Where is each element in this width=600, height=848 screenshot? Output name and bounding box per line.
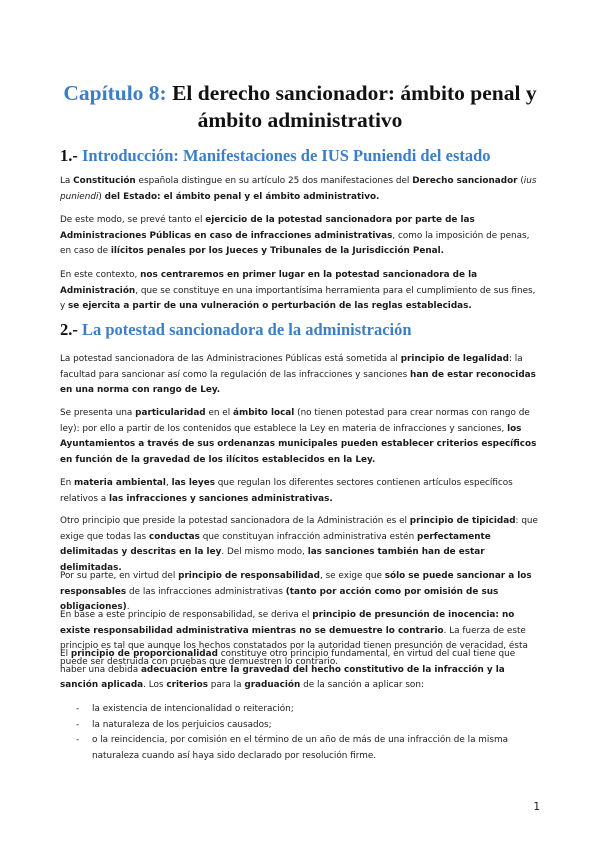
page-number: 1 <box>533 801 540 813</box>
paragraph: La Constitución española distingue en su artículo 25 dos manifestaciones del Derecho sancionador (ius puniendi) del Estado: el ámbito penal y el ámbito administrativo. <box>60 176 537 202</box>
section-title: La potestad sancionadora de la administración <box>82 320 412 339</box>
section-number: 1.- <box>60 146 78 165</box>
paragraph: De este modo, se prevé tanto el ejercicio de la potestad sancionadora por parte de las Administraciones Públicas en caso de infracciones administrativas, como la imposición de penas, en caso de ilícitos penales por los Jueces y Tribunales de la Jurisdicción Penal. <box>60 215 530 256</box>
paragraph: Otro principio que preside la potestad sancionadora de la Administración es el principio de tipicidad: que exige que todas las conductas que constituyan infracción administrativa estén perfectamente delimitadas y descritas en la ley. Del mismo modo, las sanciones también han de estar delimitadas. <box>60 516 538 573</box>
section-heading-introduccion <box>60 146 491 166</box>
paragraph: El principio de proporcionalidad constituye otro principio fundamental, en virtud del cual tiene que haber una debida adecuación entre la gravedad del hecho constitutivo de la infracción y la sanción aplicada. Los criterios para la graduación de la sanción a aplicar son: <box>60 649 516 690</box>
chapter-title <box>40 80 560 134</box>
paragraph: Se presenta una particularidad en el ámbito local (no tienen potestad para crear normas con rango de ley): por ello a partir de los contenidos que establece la Ley en materia de infracciones y sanciones, los Ayuntamientos a través de sus ordenanzas municipales pueden establecer criterios específicos en función de la gravedad de los ilícitos establecidos en la Ley. <box>60 408 537 465</box>
paragraph: La potestad sancionadora de las Administraciones Públicas está sometida al principio de legalidad: la facultad para sancionar así como la regulación de las infracciones y sanciones han de estar reconocidas en una norma con rango de Ley. <box>60 354 536 395</box>
chapter-label: Capítulo 8: <box>63 81 167 105</box>
list-item: - o la reincidencia, por comisión en el término de un año de más de una infracción de la misma naturaleza cuando así haya sido declarado por resolución firme. <box>76 735 509 761</box>
paragraph: En materia ambiental, las leyes que regulan los diferentes sectores contienen artículos específicos relativos a las infracciones y sanciones administrativas. <box>60 478 513 504</box>
list-item: - la naturaleza de los perjuicios causados; <box>76 719 272 730</box>
criteria-list <box>60 702 540 764</box>
paragraph: En este contexto, nos centraremos en primer lugar en la potestad sancionadora de la Administración, que se constituye en una importantísima herramienta para el cumplimiento de sus fines, y se ejercita a partir de una vulneración o perturbación de las reglas establecidas. <box>60 270 536 311</box>
list-item: - la existencia de intencionalidad o reiteración; <box>76 704 294 714</box>
section-number: 2.- <box>60 320 78 339</box>
paragraph: Por su parte, en virtud del principio de responsabilidad, se exige que sólo se puede sancionar a los responsables de las infracciones administrativas (tanto por acción como por omisión de sus obligaciones). <box>60 571 532 612</box>
section-title: Introducción: Manifestaciones de IUS Puniendi del estado <box>82 146 491 165</box>
section-heading-potestad <box>60 320 412 340</box>
paragraph: En base a este principio de responsabilidad, se deriva el principio de presunción de inocencia: no existe responsabilidad administrativa mientras no se demuestre lo contrario. La fuerza de este principio es tal que aunque los hechos constatados por la autoridad tienen presunción de veracidad, ésta puede ser destruida con pruebas que demuestren lo contrario. <box>60 610 528 667</box>
chapter-title-text: El derecho sancionador: ámbito penal y ámbito administrativo <box>172 81 537 132</box>
